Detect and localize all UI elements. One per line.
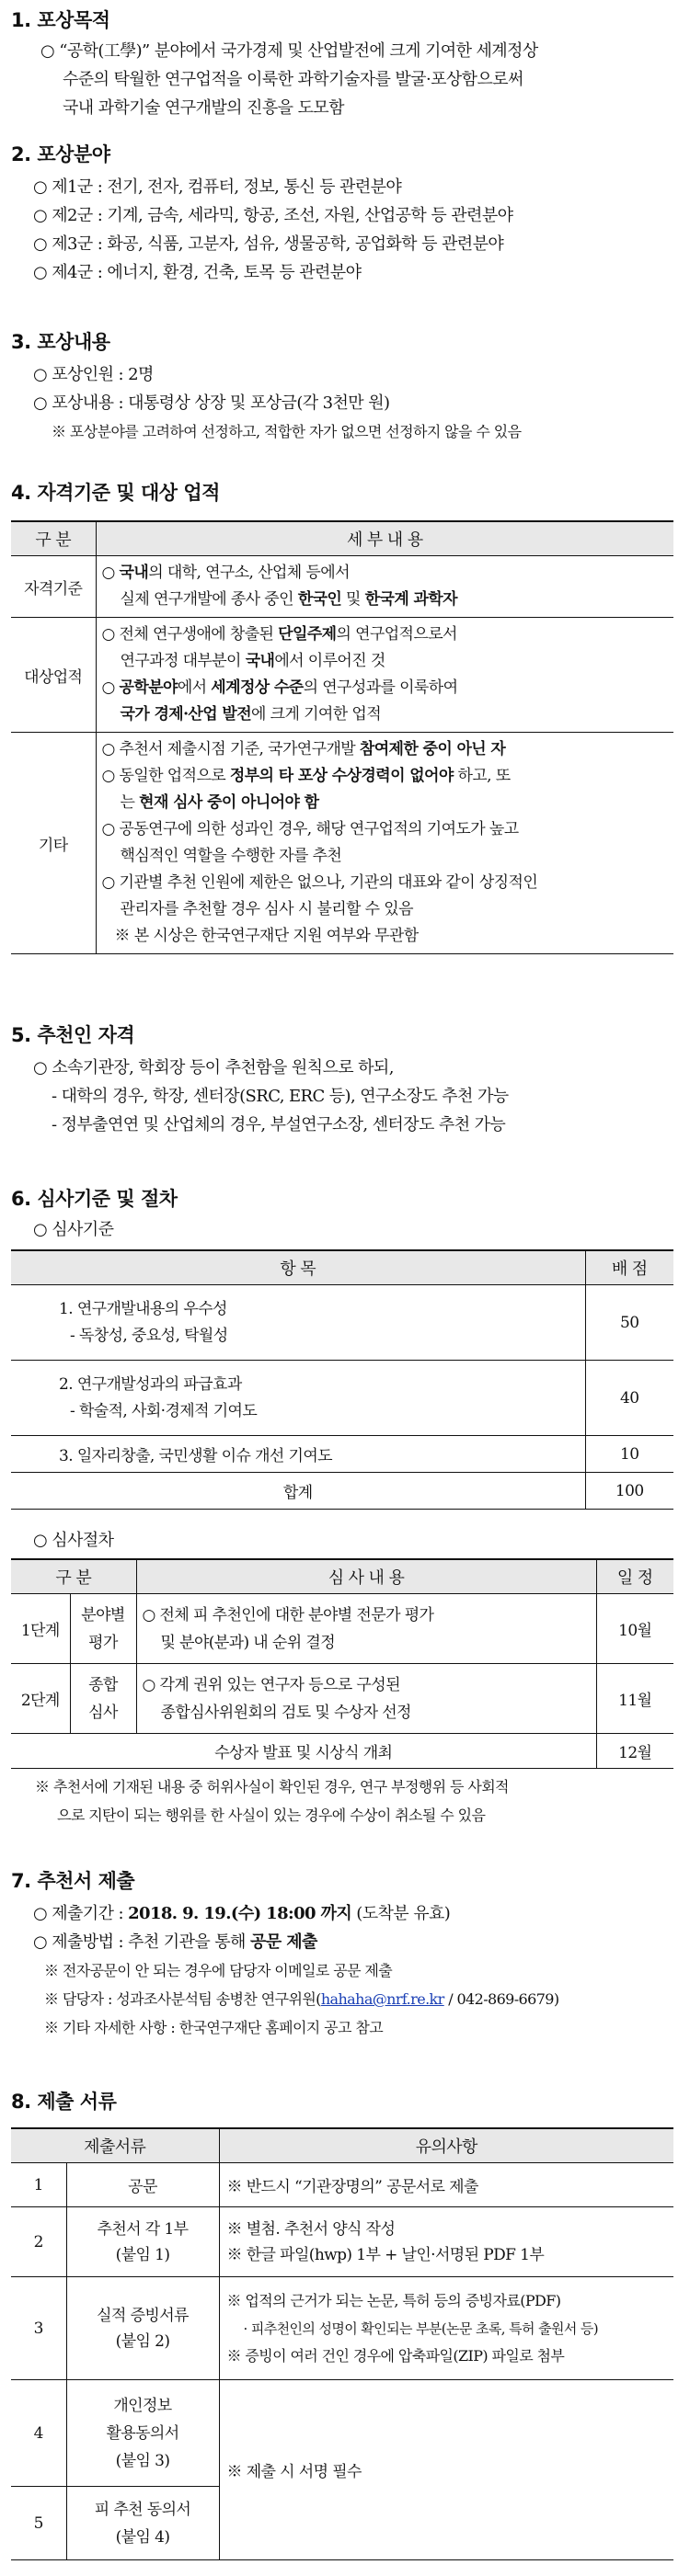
- stage-cell: 1단계: [11, 1594, 70, 1664]
- note: 으로 지탄이 되는 행위를 한 사실이 있는 경우에 수상이 취소될 수 있음: [57, 1807, 486, 1824]
- content-cell: [136, 1594, 596, 1664]
- criteria-cell: [11, 1285, 585, 1361]
- text-line: 수준의 탁월한 연구업적을 이룩한 과학기술자를 발굴·포상함으로써: [63, 70, 523, 89]
- table-row: [11, 1436, 673, 1473]
- list-item: ○ 제2군 : 기계, 금속, 세라믹, 항공, 조선, 자원, 산업공학 등 관련분야: [33, 206, 513, 225]
- text: 및 분야(분과) 내 순위 결정: [160, 1633, 336, 1652]
- text: ※ 담당자 : 성과조사분석팀 송병찬 연구위원(: [44, 1990, 321, 2008]
- text-line: - 정부출연연 및 산업체의 경우, 부설연구소장, 센터장도 추천 가능: [52, 1115, 506, 1134]
- text-line: 국내 과학기술 연구개발의 진흥을 도모함: [63, 98, 344, 118]
- table-header-row: [11, 1250, 673, 1285]
- procedure-table: [11, 1558, 673, 1769]
- text: 참여제한 중이 아닌 자: [359, 740, 506, 758]
- text: (붙임 4): [115, 2527, 170, 2547]
- stage-cell: 2단계: [11, 1664, 70, 1734]
- text: 활용동의서: [106, 2423, 179, 2443]
- row-number: 4: [11, 2380, 66, 2487]
- header-cell: 구 분: [11, 521, 96, 556]
- text: ※ 본 시상은 한국연구재단 지원 여부와 무관함: [114, 927, 419, 945]
- text: 한국계 과학자: [364, 590, 457, 609]
- header-cell: 구 분: [11, 1559, 136, 1594]
- text: 연구과정 대부분이: [120, 652, 246, 670]
- text: ○ 추천서 제출시점 기준, 국가연구개발: [101, 740, 360, 758]
- table-row: [11, 1664, 673, 1734]
- row-number: 2: [11, 2207, 66, 2277]
- text: ○ 전체 연구생애에 창출된: [101, 625, 279, 644]
- date-cell: 10월: [596, 1594, 673, 1664]
- date-cell: 12월: [596, 1734, 673, 1769]
- text-line: [11, 1928, 673, 1956]
- score-cell: 50: [585, 1285, 673, 1361]
- text-line: ○ 포상내용 : 대통령상 상장 및 포상금(각 3천만 원): [33, 393, 390, 413]
- text: ○ 전체 피 추천인에 대한 분야별 전문가 평가: [142, 1605, 434, 1624]
- table-row: [11, 2207, 673, 2277]
- text: 국가 경제·산업 발전: [120, 705, 252, 724]
- section-title: 5. 추천인 자격: [11, 1024, 135, 1046]
- table-row: [11, 2380, 673, 2487]
- documents-table: [11, 2127, 673, 2560]
- note-cell: ※ 반드시 “기관장명의” 공문서로 제출: [219, 2163, 673, 2207]
- header-cell: 항 목: [11, 1250, 585, 1285]
- text: 는: [120, 793, 140, 812]
- section-recommender: [11, 1020, 673, 1139]
- text: ○ 공동연구에 의한 성과인 경우, 해당 연구업적의 기여도가 높고: [101, 820, 519, 838]
- note-cell: [219, 2277, 673, 2380]
- text: 의 연구업적으로서: [336, 625, 457, 644]
- header-cell: 유의사항: [219, 2128, 673, 2163]
- text-line: ○ “공학(工學)” 분야에서 국가경제 및 산업발전에 크게 기여한 세계정상: [40, 41, 538, 61]
- text-line: ○ 심사절차: [33, 1531, 114, 1550]
- row-number: 3: [11, 2277, 66, 2380]
- row-content: [96, 556, 673, 618]
- list-item: ○ 제3군 : 화공, 식품, 고분자, 섬유, 생물공학, 공업화학 등 관련분야: [33, 234, 504, 254]
- text: · 피추천인의 성명이 확인되는 부분(논문 초록, 특허 출원서 등): [243, 2320, 599, 2337]
- header-cell: 심 사 내 용: [136, 1559, 596, 1594]
- text: - 학술적, 사회·경제적 기여도: [70, 1401, 258, 1420]
- table-row: [11, 2277, 673, 2380]
- text: 평가: [88, 1633, 118, 1652]
- text: (도착분 유효): [351, 1904, 451, 1923]
- table-total-row: [11, 1473, 673, 1510]
- total-score: 100: [585, 1473, 673, 1510]
- document-cell: [66, 2380, 219, 2487]
- text: / 042-869-6679): [443, 1990, 559, 2008]
- table-row: [11, 1734, 673, 1769]
- table-row: [11, 556, 673, 618]
- document-cell: [66, 2277, 219, 2380]
- text: 관리자를 추천할 경우 심사 시 불리할 수 있음: [120, 900, 413, 918]
- text: 현재 심사 중이 아니어야 함: [139, 793, 319, 812]
- text: (붙임 2): [115, 2331, 170, 2351]
- document-cell: 공문: [66, 2163, 219, 2207]
- text: 정부의 타 포상 수상경력이 없어야: [229, 767, 454, 785]
- text: 에서 이루어진 것: [274, 652, 385, 670]
- section-title: 8. 제출 서류: [11, 2091, 117, 2113]
- score-cell: 10: [585, 1436, 673, 1473]
- date-cell: 11월: [596, 1664, 673, 1734]
- text: 2. 연구개발성과의 파급효과: [59, 1374, 242, 1394]
- text: 추천서 각 1부: [97, 2219, 189, 2239]
- table-row: [11, 2163, 673, 2207]
- section-award: [11, 327, 673, 446]
- section-purpose: [11, 6, 673, 122]
- text: 한국인: [297, 590, 342, 609]
- row-content: [96, 618, 673, 733]
- text-line: - 대학의 경우, 학장, 센터장(SRC, ERC 등), 연구소장도 추천 가능: [52, 1087, 509, 1106]
- text: 종합심사위원회의 검토 및 수상자 선정: [160, 1703, 411, 1722]
- text: (붙임 1): [115, 2245, 170, 2264]
- table-header-row: [11, 2128, 673, 2163]
- eligibility-table: [11, 520, 673, 954]
- section-review: [11, 1184, 673, 1829]
- section-fields: [11, 140, 673, 287]
- criteria-cell: [11, 1361, 585, 1436]
- section-eligibility: [11, 478, 673, 954]
- section-title: 1. 포상목적: [11, 9, 110, 31]
- text: 실적 증빙서류: [97, 2306, 189, 2325]
- text: 피 추천 동의서: [94, 2500, 191, 2519]
- text-line: [11, 1899, 673, 1928]
- text: 1. 연구개발내용의 우수성: [59, 1299, 227, 1318]
- text: 공학분야: [119, 678, 178, 697]
- text: ※ 별첨. 추천서 양식 작성: [226, 2219, 396, 2239]
- text-line: ○ 심사기준: [33, 1220, 114, 1239]
- document-cell: [66, 2487, 219, 2560]
- text-line: ○ 소속기관장, 학회장 등이 추천함을 원칙으로 하되,: [33, 1058, 394, 1077]
- text: - 독창성, 중요성, 탁월성: [70, 1326, 228, 1345]
- document-cell: [66, 2207, 219, 2277]
- note-cell: [219, 2207, 673, 2277]
- section-title: 7. 추천서 제출: [11, 1870, 135, 1892]
- section-title: 2. 포상분야: [11, 143, 110, 165]
- text: 및: [341, 590, 365, 609]
- text-line: ○ 포상인원 : 2명: [33, 365, 154, 384]
- table-row: [11, 1285, 673, 1361]
- text: ※ 증빙이 여러 건인 경우에 압축파일(ZIP) 파일로 첨부: [226, 2346, 565, 2365]
- text: 하고, 또: [453, 767, 511, 785]
- table-row: [11, 1594, 673, 1664]
- text: ○ 기관별 추천 인원에 제한은 없으나, 기관의 대표와 같이 상징적인: [101, 873, 538, 892]
- section-documents: [11, 2087, 673, 2560]
- text: 에서: [177, 678, 212, 697]
- text: ○ 제출방법 : 추천 기관을 통해: [33, 1932, 250, 1952]
- list-item: ○ 제1군 : 전기, 전자, 컴퓨터, 정보, 통신 등 관련분야: [33, 177, 402, 197]
- text: ○ 동일한 업적으로: [101, 767, 230, 785]
- text: 실제 연구개발에 종사 중인: [120, 590, 298, 609]
- row-number: 5: [11, 2487, 66, 2560]
- text: 국내: [245, 652, 275, 670]
- text: ○: [101, 678, 120, 697]
- table-row: [11, 733, 673, 954]
- list-item: ○ 제4군 : 에너지, 환경, 건축, 토목 등 관련분야: [33, 263, 362, 282]
- text: 2018. 9. 19.(수) 18:00 까지: [128, 1904, 352, 1923]
- type-cell: [70, 1594, 136, 1664]
- text: 핵심적인 역할을 수행한 자를 추천: [120, 847, 342, 865]
- text: 종합: [88, 1675, 118, 1694]
- text: 분야별: [81, 1605, 125, 1624]
- content-cell: 수상자 발표 및 시상식 개최: [11, 1734, 596, 1769]
- note: ※ 기타 자세한 사항 : 한국연구재단 홈페이지 공고 참고: [44, 2019, 384, 2036]
- total-label: 합계: [11, 1473, 585, 1510]
- text: 국내: [119, 564, 149, 582]
- text: 개인정보: [113, 2396, 172, 2415]
- content-cell: [136, 1664, 596, 1734]
- header-cell: 제출서류: [11, 2128, 219, 2163]
- note-cell: ※ 제출 시 서명 필수: [219, 2380, 673, 2560]
- row-label: 자격기준: [11, 556, 96, 618]
- text: ○: [101, 564, 120, 582]
- text: 단일주제: [278, 625, 337, 644]
- text: 에 크게 기여한 업적: [251, 705, 382, 724]
- text: ※ 업적의 근거가 되는 논문, 특허 등의 증빙자료(PDF): [226, 2291, 561, 2309]
- text: 세계정상 수준: [211, 678, 304, 697]
- type-cell: [70, 1664, 136, 1734]
- row-label: 대상업적: [11, 618, 96, 733]
- section-title: 3. 포상내용: [11, 331, 110, 353]
- header-cell: 세 부 내 용: [96, 521, 673, 556]
- text: 의 대학, 연구소, 산업체 등에서: [148, 564, 350, 582]
- row-content: [96, 733, 673, 954]
- text: ※ 한글 파일(hwp) 1부 + 날인·서명된 PDF 1부: [226, 2245, 545, 2264]
- row-label: 기타: [11, 733, 96, 954]
- text: (붙임 3): [115, 2451, 170, 2470]
- table-header-row: [11, 1559, 673, 1594]
- text: 의 연구성과를 이룩하여: [303, 678, 458, 697]
- header-cell: 배 점: [585, 1250, 673, 1285]
- text: ○ 제출기간 :: [33, 1904, 129, 1923]
- section-submission: [11, 1866, 673, 2042]
- criteria-cell: 3. 일자리창출, 국민생활 이슈 개선 기여도: [11, 1436, 585, 1473]
- section-title: 6. 심사기준 및 절차: [11, 1188, 178, 1210]
- table-header-row: [11, 521, 673, 556]
- text: 공문 제출: [249, 1932, 317, 1952]
- text: ○ 각계 권위 있는 연구자 등으로 구성된: [142, 1675, 400, 1694]
- score-cell: 40: [585, 1361, 673, 1436]
- row-number: 1: [11, 2163, 66, 2207]
- table-row: [11, 618, 673, 733]
- note: ※ 전자공문이 안 되는 경우에 담당자 이메일로 공문 제출: [44, 1962, 393, 1979]
- note: [11, 1985, 673, 2013]
- section-title: 4. 자격기준 및 대상 업적: [11, 482, 220, 504]
- criteria-table: [11, 1249, 673, 1510]
- table-row: [11, 1361, 673, 1436]
- header-cell: 일 정: [596, 1559, 673, 1594]
- note: ※ 포상분야를 고려하여 선정하고, 적합한 자가 없으면 선정하지 않을 수 있음: [52, 423, 522, 440]
- note: ※ 추천서에 기재된 내용 중 허위사실이 확인된 경우, 연구 부정행위 등 사회적: [35, 1778, 509, 1795]
- text: 심사: [88, 1703, 118, 1722]
- email-link[interactable]: hahaha@nrf.re.kr: [320, 1990, 444, 2008]
